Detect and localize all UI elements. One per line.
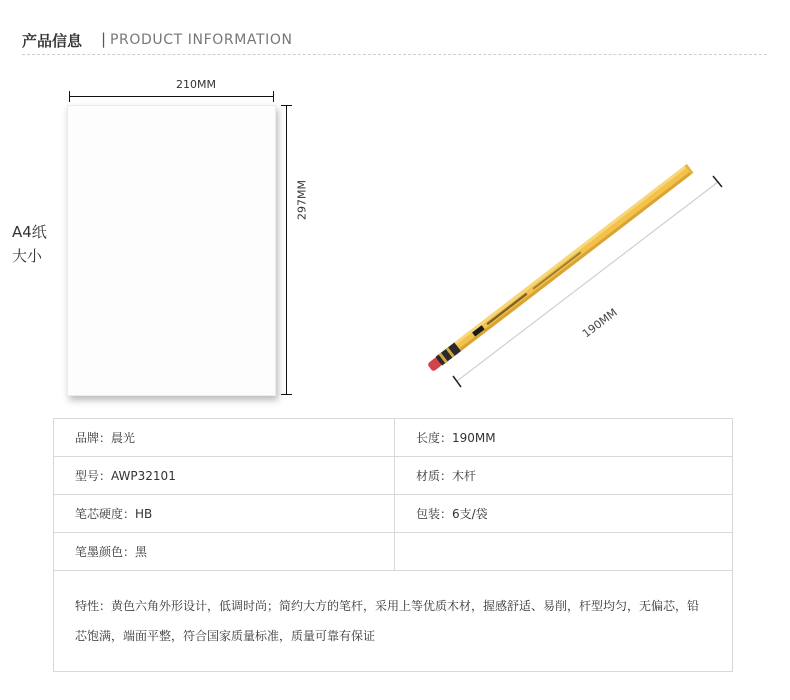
dimension-tick: [273, 91, 274, 102]
table-row: [54, 533, 733, 571]
paper-width-label: 210MM: [176, 78, 216, 91]
spec-packaging: 包装：6支/袋: [395, 495, 733, 533]
dimension-tick: [69, 91, 70, 102]
pencil-length-dimension-line: [453, 176, 722, 387]
spec-brand: 品牌：晨光: [54, 419, 395, 457]
section-title-cn: 产品信息: [22, 32, 83, 50]
paper-height-label: 297MM: [295, 180, 309, 220]
pencil: [427, 164, 694, 372]
a4-paper-sheet: [67, 105, 276, 396]
spec-material: 材质：木杆: [395, 457, 733, 495]
a4-size-label-line1: A4纸: [12, 223, 47, 241]
spec-features-line1: 特性：黄色六角外形设计，低调时尚；简约大方的笔杆，采用上等优质木材，握感舒适、易削，杆型均匀，无偏芯，铅: [75, 599, 700, 613]
table-row: [54, 457, 733, 495]
spec-ink-color: 笔墨颜色：黑: [54, 533, 395, 571]
paper-height-dimension-line: [286, 105, 287, 395]
spec-hardness: 笔芯硬度：HB: [54, 495, 395, 533]
dimension-tick: [281, 394, 292, 395]
a4-size-label-line2: 大小: [12, 247, 43, 265]
dimension-tick: [281, 105, 292, 106]
table-row: [54, 419, 733, 457]
a4-size-label: [12, 220, 47, 268]
paper-width-dimension-line: [69, 96, 274, 97]
section-header: [22, 28, 767, 55]
table-row: [54, 571, 733, 672]
spec-features: [54, 571, 733, 672]
section-title-en: PRODUCT INFORMATION: [110, 32, 293, 48]
pencil-length-label: 190MM: [580, 305, 620, 341]
spec-empty-cell: [395, 533, 733, 571]
table-row: [54, 495, 733, 533]
spec-table: [53, 418, 733, 672]
spec-features-line2: 芯饱满，端面平整，符合国家质量标准，质量可靠有保证: [75, 629, 376, 643]
spec-model: 型号：AWP32101: [54, 457, 395, 495]
pencil-image: [400, 140, 740, 400]
title-separator: |: [101, 30, 107, 48]
spec-length: 长度：190MM: [395, 419, 733, 457]
